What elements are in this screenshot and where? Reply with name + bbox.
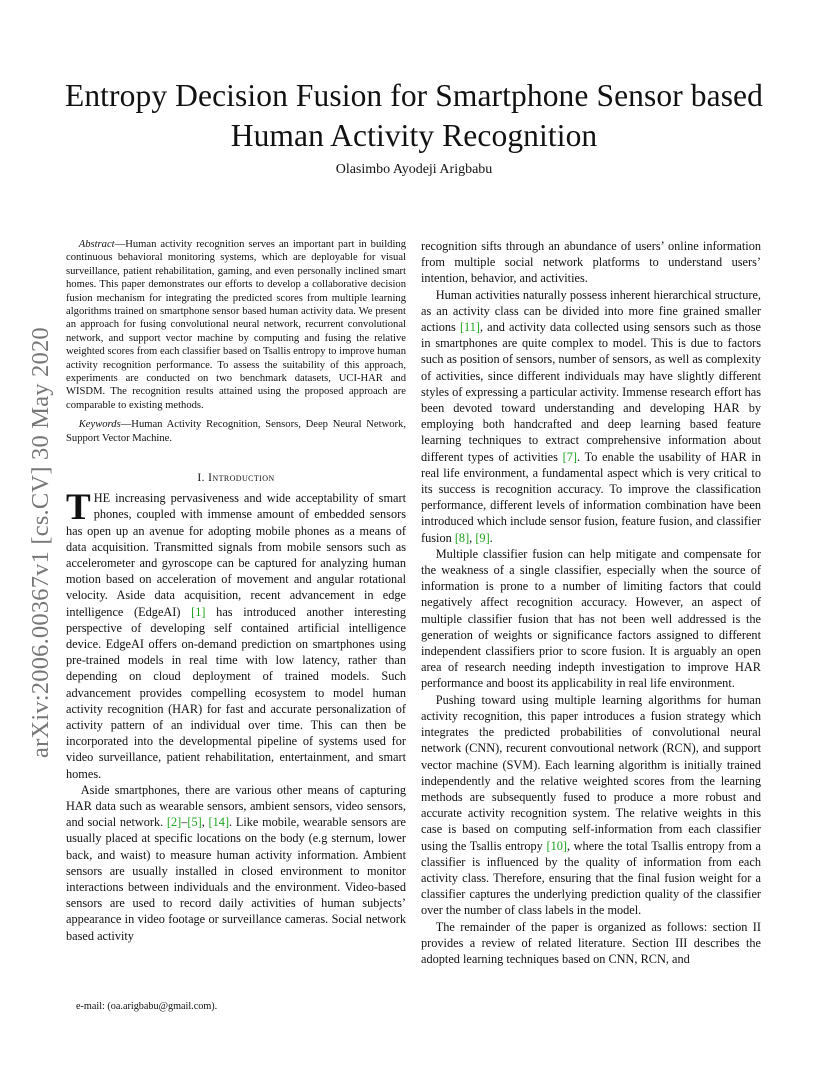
keywords-label: Keywords xyxy=(78,419,121,431)
r-p2-a: Human activities naturally possess inherent hierarchical structure, as an activity class can be divided into more fine grained smaller actions xyxy=(421,287,761,335)
right-paragraph-2 xyxy=(421,287,761,546)
abstract-label: Abstract xyxy=(78,239,115,250)
citation-link[interactable]: [1] xyxy=(191,604,206,619)
right-paragraph-1: recognition sifts through an abundance of users’ online information from multiple social network platforms to understand users’ intention, behavior, and activities. xyxy=(421,239,761,286)
r-p2-b: , and activity data collected using sensors such as those in smartphones are quite complex to model. This is due to factors such as position of sensors, number of sensors, as well as complexity of activities, since different individuals may have slightly different styles of expressing a particular activity. Immense research effort has been devoted toward understanding and developing HAR by employing both handcrafted and deep learning based feature learning techniques to extract comprehensive information about different types of activities xyxy=(421,320,761,464)
left-column xyxy=(66,238,406,944)
intro-p1-end: has introduced another interesting perspective of developing self contained artificial intelligence device. EdgeAI offers on-demand prediction on smartphones using pre-trained models in real time with low latency, rather than depending on cloud deployment of trained models. Such advancement provides compelling ecosystem to model human activity recognition (HAR) for fast and accurate personalization of activity pattern of an individual over time. This can then be incorporated into the developmental pipeline of systems used for video surveillance, patient rehabilitation, entertainment, and smart homes. xyxy=(66,604,406,781)
intro-p2-end: . Like mobile, wearable sensors are usually placed at specific locations on the body (e.g sternum, lower back, and waist) to measure human activity information. Ambient sensors are usually installed in closed environment to monitor interactions between individuals and the environment. Video-based sensors are used to record daily activities of human subjects’ appearance in video footage or surveillance cameras. Social network based activity xyxy=(66,815,406,943)
r-p4-b: , where the total Tsallis entropy from a classifier is influenced by the quality of information from each activity class. Therefore, ensuring that the final fusion weight for a classifier captures the underlying prediction quality of the classifier over the number of class labels in the model. xyxy=(421,838,761,918)
right-paragraph-3: Multiple classifier fusion can help mitigate and compensate for the weakness of a single classifier, especially when the source of information is prone to a number of limiting factors that could negatively affect recognition accuracy. However, an aspect of multiple classifier fusion that has not been well addressed is the generation of weights or significance factors assigned to different independent classifiers prior to score fusion. It is arguably an open area of research needing indepth investigation to improve HAR performance and boost its applicability in real life environment. xyxy=(421,546,761,691)
r-p2-comma: , xyxy=(469,530,476,545)
abstract-text: Human activity recognition serves an important part in building continuous behavioral monitoring systems, which are deployable for visual surveillance, patient rehabilitation, gaming, and even personally inclined smart homes. This paper demonstrates our efforts to develop a collaborative decision fusion mechanism for integrating the predicted scores from multiple learning algorithms trained on smartphone sensor based human activity data. We present an approach for fusing convolutional neural network, recurrent convolutional network, and support vector machine by computing and fusing the relative weighted scores from each classifier based on Tsallis entropy to improve human activity recognition performance. To assess the suitability of this approach, experiments are conducted on two benchmark datasets, UCI-HAR and WISDM. The recognition results attained using the proposed approach are comparable to existing methods. xyxy=(66,239,406,411)
author-name: Olasimbo Ayodeji Arigbabu xyxy=(335,162,493,177)
section-heading: I. Introduction xyxy=(197,472,275,485)
right-paragraph-5: The remainder of the paper is organized as follows: section II provides a review of related literature. Section III describes the adopted learning techniques based on CNN, RCN, and xyxy=(421,919,761,966)
citation-link[interactable]: [9] xyxy=(475,530,490,545)
r-p2-d: . xyxy=(489,530,493,545)
intro-p1-start: HE increasing pervasiveness and wide acceptability of smart phones, coupled with immense amount of embedded sensors has open up an avenue for adopting mobile phones as a means of data acquisition. Transmitted signals from mobile sensors such as accelerometer and gyroscope can be captured for analyzing human motion based on acceleration of movement and angular rotational velocity. Aside data acquisition, recent advancement in edge intelligence (EdgeAI) xyxy=(66,491,406,619)
abstract: Abstract—Human activity recognition serves an important part in building continuous behavioral monitoring systems, which are deployable for visual surveillance, patient rehabilitation, gaming, and even personally inclined smart homes. This paper demonstrates our efforts to develop a collaborative decision fusion mechanism for integrating the predicted scores from multiple learning algorithms trained on smartphone sensor based human activity data. We present an approach for fusing convolutional neural network, recurrent convolutional network, and support vector machine by computing and fusing the relative weighted scores from each classifier based on Tsallis entropy to improve human activity recognition performance. To assess the suitability of this approach, experiments are conducted on two benchmark datasets, UCI-HAR and WISDM. The recognition results attained using the proposed approach are comparable to existing methods. xyxy=(66,239,406,411)
citation-link[interactable]: [5] xyxy=(187,815,202,830)
intro-p2-dash: – xyxy=(181,815,188,830)
keywords-text: Human Activity Recognition, Sensors, Deep Neural Network, Support Vector Machine. xyxy=(66,419,406,444)
keywords: Keywords—Human Activity Recognition, Sensors, Deep Neural Network, Support Vector Machine. xyxy=(66,419,406,444)
citation-link[interactable]: [14] xyxy=(208,815,230,830)
r-p4-a: Pushing toward using multiple learning algorithms for human activity recognition, this paper introduces a fusion strategy which integrates the predicted probabilities of convolutional neural network (CNN), recurent convoutional network (RCN), and support vector machine (SVM). Each learning algorithm is initially trained independently and the relative weighted scores from the learning methods are subsequently fused to produce a more robust and accurate activity recognition system. The relative weights in this case is based on computing self-information from each classifier using the Tsallis entropy xyxy=(421,692,761,853)
intro-p2-comma: , xyxy=(201,815,209,830)
intro-paragraph-1 xyxy=(66,487,406,782)
r-p2-c: . To enable the usability of HAR in real life environment, a fundamental aspect which is very critical to its success is recognition accuracy. To improve the classification performance, different levels of information combination have been introduced which include sensor fusion, feature fusion, and classifier fusion xyxy=(421,449,761,545)
right-paragraph-4 xyxy=(421,692,761,919)
intro-paragraph-2 xyxy=(66,782,406,944)
citation-link[interactable]: [2] xyxy=(166,815,182,830)
arxiv-stamp: arXiv:2006.00367v1 [cs.CV] 30 May 2020 xyxy=(27,327,54,758)
citation-link[interactable]: [7] xyxy=(562,449,577,464)
footnote: e-mail: (oa.arigbabu@gmail.com). xyxy=(76,1001,218,1012)
citation-link[interactable]: [11] xyxy=(459,320,480,335)
paper-title: Entropy Decision Fusion for Smartphone Sensor based Human Activity Recognition xyxy=(64,78,763,153)
drop-cap: T xyxy=(66,487,91,529)
intro-p2-start: Aside smartphones, there are various other means of capturing HAR data such as wearable sensors, ambient sensors, video sensors, and social network. xyxy=(66,782,406,830)
citation-link[interactable]: [8] xyxy=(454,530,470,545)
right-column xyxy=(421,238,761,967)
citation-link[interactable]: [10] xyxy=(546,838,567,853)
